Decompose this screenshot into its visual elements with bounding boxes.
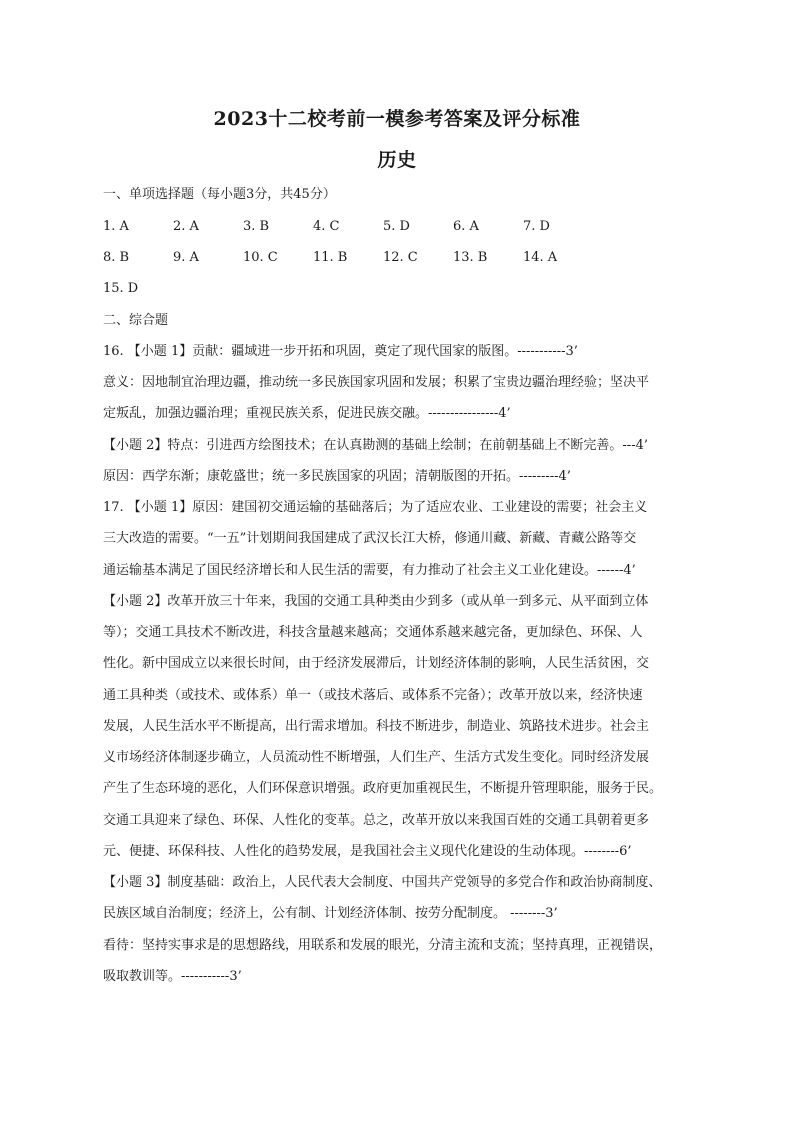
- answer-line: 16. 【小题 1】贡献：疆域进一步开拓和巩固，奠定了现代国家的版图。-----------3’: [103, 344, 578, 359]
- answer-item: 11. B: [313, 250, 348, 265]
- answer-line: 意义：因地制宜治理边疆，推动统一多民族国家巩固和发展；积累了宝贵边疆治理经验；坚决平: [103, 375, 650, 390]
- answer-line: 性化。新中国成立以来很长时间，由于经济发展滞后，计划经济体制的影响，人民生活贫困，交: [103, 656, 650, 671]
- answer-line: 定叛乱，加强边疆治理；重视民族关系，促进民族交融。----------------4’: [103, 406, 511, 421]
- answer-item: 2. A: [173, 219, 199, 234]
- answer-item: 7. D: [523, 219, 550, 234]
- answer-item: 5. D: [383, 219, 410, 234]
- answer-item: 9. A: [173, 250, 199, 265]
- answer-line: 义市场经济体制逐步确立，人员流动性不断增强，人们生产、生活方式发生变化。同时经济发展: [103, 750, 650, 765]
- answer-line: 17. 【小题 1】原因：建国初交通运输的基础落后；为了适应农业、工业建设的需要；社会主义: [103, 500, 648, 515]
- answer-line: 【小题 2】特点：引进西方绘图技术；在认真勘测的基础上绘制；在前朝基础上不断完善。---4’: [103, 438, 648, 453]
- answer-item: 10. C: [243, 250, 278, 265]
- answer-item: 12. C: [383, 250, 418, 265]
- subject-title: 历史: [377, 149, 417, 171]
- answer-item: 13. B: [453, 250, 488, 265]
- answer-line: 产生了生态环境的恶化，人们环保意识增强。政府更加重视民生，不断提升管理职能，服务于民。: [103, 781, 663, 796]
- answer-line: 元、便捷、环保科技、人性化的趋势发展，是我国社会主义现代化建设的生动体现。--------6’: [103, 844, 632, 859]
- answer-item: 3. B: [243, 219, 270, 234]
- answer-item: 4. C: [313, 219, 340, 234]
- answer-line: 等）；交通工具技术不断改进，科技含量越来越高；交通体系越来越完备，更加绿色、环保、人: [103, 625, 643, 640]
- answer-line: 通工具种类（或技术、或体系）单一（或技术落后、或体系不完备）；改革开放以来，经济快速: [103, 688, 643, 703]
- answer-line: 【小题 2】改革开放三十年来，我国的交通工具种类由少到多（或从单一到多元、从平面到立体: [103, 594, 649, 609]
- document-title: 2023十二校考前一模参考答案及评分标准: [213, 108, 581, 130]
- answer-line: 【小题 3】制度基础：政治上，人民代表大会制度、中国共产党领导的多党合作和政治协商制度、: [103, 875, 662, 890]
- answer-line: 民族区域自治制度；经济上，公有制、计划经济体制、按劳分配制度。 --------3’: [103, 906, 558, 921]
- answer-item: 6. A: [453, 219, 479, 234]
- section-heading-comprehensive: 二、综合题: [103, 313, 169, 328]
- answer-item: 15. D: [103, 281, 139, 296]
- answer-item: 8. B: [103, 250, 130, 265]
- answer-item: 1. A: [103, 219, 129, 234]
- answer-line: 三大改造的需要。“一五”计划期间我国建成了武汉长江大桥，修通川藏、新藏、青藏公路等交: [103, 531, 637, 546]
- answer-line: 吸取教训等。-----------3’: [103, 969, 242, 984]
- answer-line: 通运输基本满足了国民经济增长和人民生活的需要，有力推动了社会主义工业化建设。------4’: [103, 563, 636, 578]
- answer-line: 交通工具迎来了绿色、环保、人性化的变革。总之，改革开放以来我国百姓的交通工具朝着更多: [103, 813, 650, 828]
- answer-line: 发展，人民生活水平不断提高，出行需求增加。科技不断进步，制造业、筑路技术进步。社会主: [103, 719, 650, 734]
- answer-line: 原因：西学东渐；康乾盛世；统一多民族国家的巩固；清朝版图的开拓。---------4’: [103, 469, 571, 484]
- section-heading-choice: 一、单项选择题（每小题3分，共45分）: [103, 187, 336, 202]
- answer-item: 14. A: [523, 250, 558, 265]
- answer-line: 看待：坚持实事求是的思想路线，用联系和发展的眼光，分清主流和支流；坚持真理，正视错误，: [103, 938, 663, 953]
